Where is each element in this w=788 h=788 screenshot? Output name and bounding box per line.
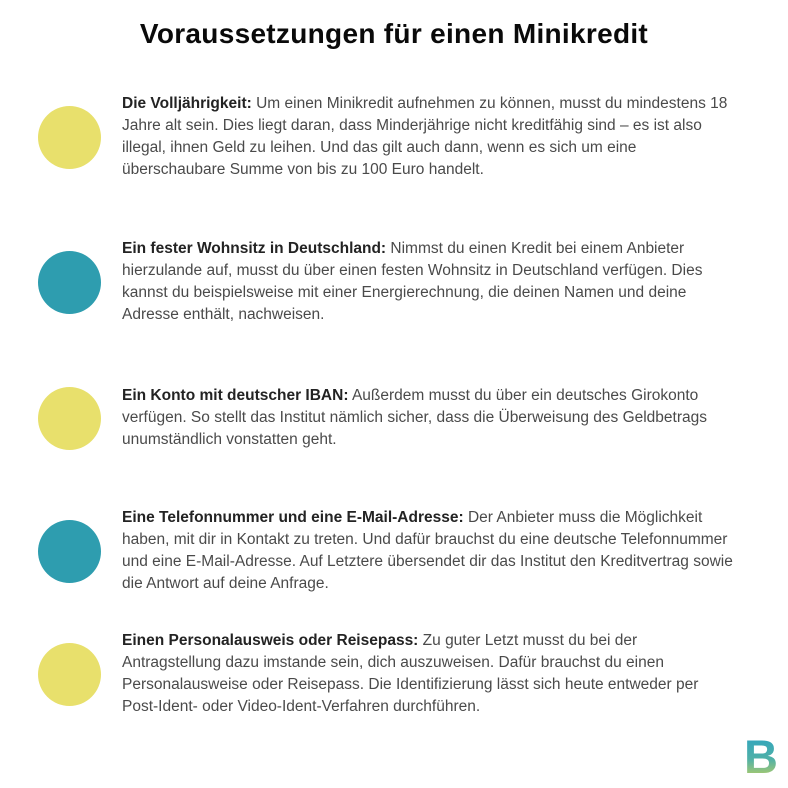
item-lead: Die Volljährigkeit: [122,95,252,112]
item-text [122,93,735,181]
list-item [38,507,735,595]
bullet-circle-icon [38,387,101,450]
item-lead: Einen Personalausweis oder Reisepass: [122,632,419,649]
list-item [38,385,735,451]
item-body: Nimmst du einen Kredit bei einem Anbieter hierzulande auf, musst du über einen festen Wohnsitz in Deutschland verfügen. Dies kannst du beispielsweise mit einer Energierechnung, die deinen Namen und deine Adresse enthält, nachweisen. [122,240,703,323]
list-item [38,630,735,718]
bullet-circle-icon [38,643,101,706]
brand-logo: B [744,730,778,783]
item-text [122,630,735,718]
item-lead: Ein fester Wohnsitz in Deutschland: [122,240,387,257]
item-body: Außerdem musst du über ein deutsches Girokonto verfügen. So stellt das Institut nämlich sicher, dass die Überweisung des Geldbetrags unumständlich vonstatten geht. [122,387,708,448]
item-lead: Eine Telefonnummer und eine E-Mail-Adresse: [122,509,464,526]
item-body: Der Anbieter muss die Möglichkeit haben, mit dir in Kontakt zu treten. Und dafür brauchst du eine deutsche Telefonnummer und eine E-Mail-Adresse. Auf Letztere übersendet dir das Institut den Kreditvertrag sowie die Antwort auf deine Anfrage. [122,509,733,592]
item-text [122,238,735,326]
item-lead: Ein Konto mit deutscher IBAN: [122,387,349,404]
bullet-circle-icon [38,520,101,583]
item-body: Zu guter Letzt musst du bei der Antragstellung dazu imstande sein, dich auszuweisen. Dafür brauchst du einen Personalausweise oder Reisepass. Die Identifizierung lässt sich heute entweder per Post-Ident- oder Video-Ident-Verfahren durchführen. [122,632,699,715]
bullet-circle-icon [38,251,101,314]
page-title: Voraussetzungen für einen Minikredit [139,18,649,49]
item-text [122,385,735,451]
item-text [122,507,735,595]
item-body: Um einen Minikredit aufnehmen zu können, musst du mindestens 18 Jahre alt sein. Dies liegt daran, dass Minderjährige nicht kreditfähig sind – es ist also illegal, ihnen Geld zu leihen. Und das gilt auch dann, wenn es sich um eine überschaubare Summe von bis zu 100 Euro handelt. [122,95,728,178]
bullet-circle-icon [38,106,101,169]
list-item [38,93,735,181]
list-item [38,238,735,326]
